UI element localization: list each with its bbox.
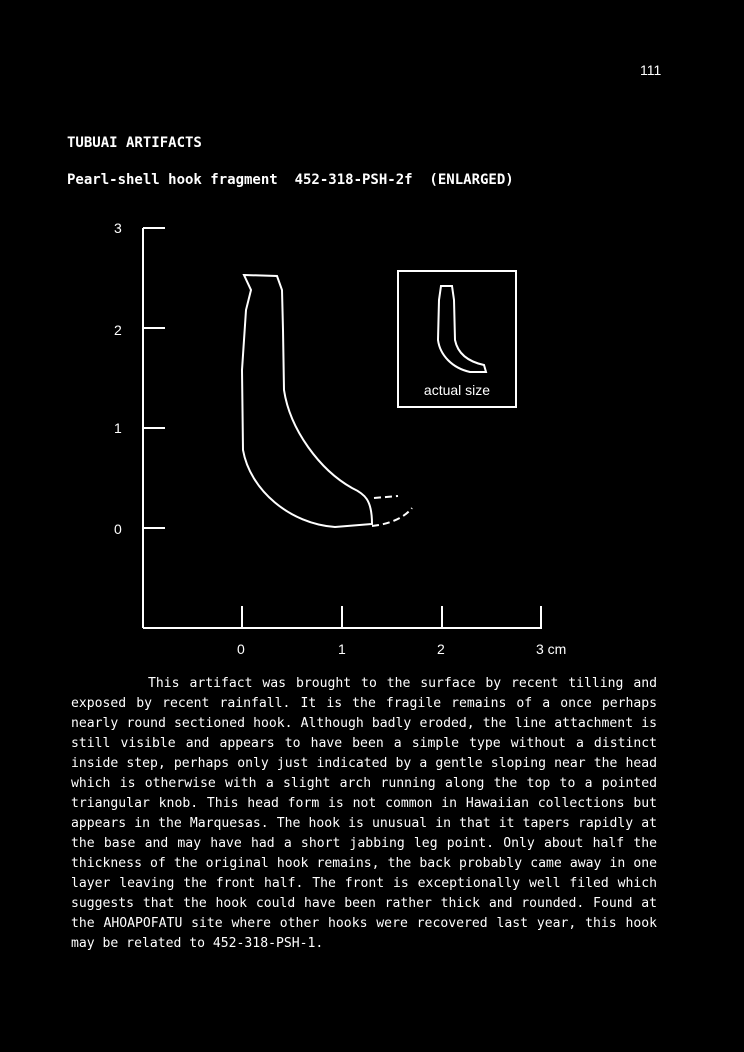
hook-outline (242, 275, 372, 527)
x-tick-label: 0 (237, 641, 245, 657)
figure-title: Pearl-shell hook fragment 452-318-PSH-2f (ENLARGED) (67, 172, 514, 188)
inset-caption: actual size (423, 382, 491, 398)
actual-size-hook (438, 286, 486, 372)
x-tick-label: 3 cm (536, 641, 567, 657)
section-title: TUBUAI ARTIFACTS (67, 135, 202, 151)
y-tick-label: 1 (114, 420, 122, 436)
y-tick-label: 3 (114, 220, 122, 236)
x-tick-label: 2 (437, 641, 445, 657)
y-tick-label: 2 (114, 322, 122, 338)
x-tick-label: 1 (338, 641, 346, 657)
y-tick-label: 0 (114, 521, 122, 537)
hook-reconstruction-dashed (372, 508, 412, 526)
body-paragraph: This artifact was brought to the surface by recent tilling and exposed by recent rainfall. It is the fragile remains of a once perhaps nearly round sectioned hook. Although badly eroded, the line attachment is still visible and appears to have been a simple type without a distinct inside step, perhaps only just indicated by a gentle sloping near the head which is otherwise with a slight arch running along the top to a pointed triangular knob. This head form is not common in Hawaiian collections but appears in the Marquesas. The hook is unusual in that it tapers rapidly at the base and may have had a short jabbing leg point. Only about half the thickness of the original hook remains, the back probably came away in one layer leaving the front half. The front is exceptionally well filed which suggests that the hook could have been rather thick and rounded. Found at the AHOAPOFATU site where other hooks were recovered last year, this hook may be related to 452-318-PSH-1. (71, 676, 657, 951)
body-text (71, 674, 657, 954)
hook-reconstruction-dashed (374, 496, 398, 498)
page-number: 111 (640, 62, 662, 78)
